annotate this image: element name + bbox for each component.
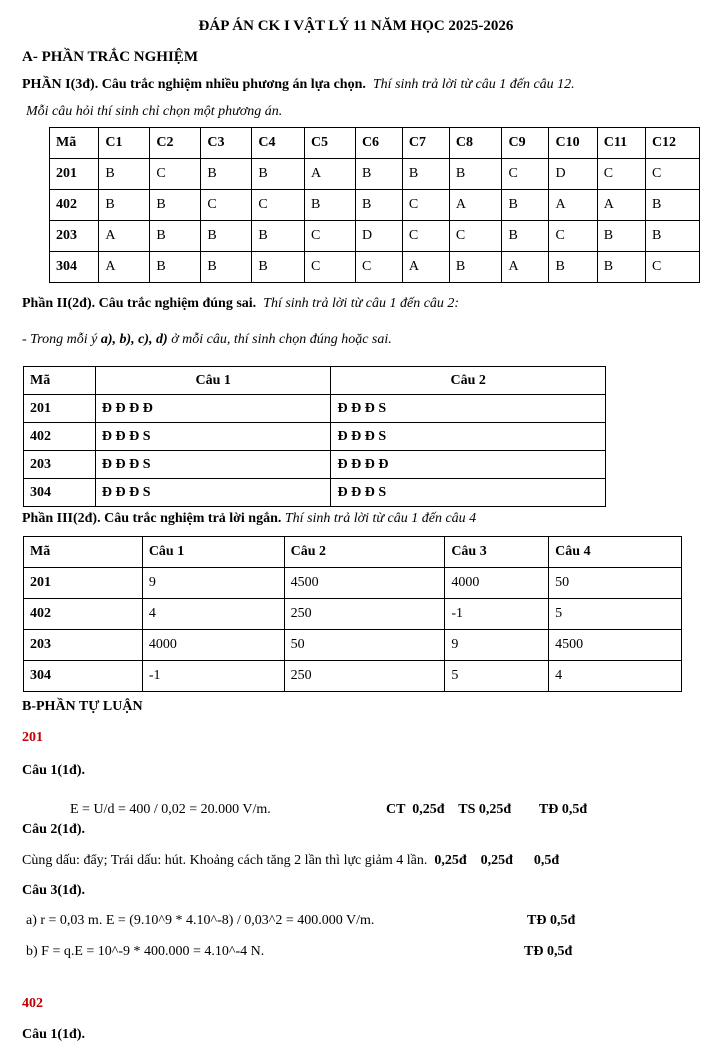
exam-code-cell: 203: [50, 221, 99, 252]
answer-cell: 4: [142, 599, 284, 630]
table-row: [24, 599, 682, 630]
part2-note2-prefix: - Trong mỗi ý: [22, 332, 101, 347]
table-row: [24, 451, 606, 479]
part2-heading-line: [22, 296, 459, 312]
exam-code-cell: 201: [24, 568, 143, 599]
answer-cell: A: [99, 252, 150, 283]
table-row: [24, 395, 606, 423]
q3-part-a: a) r = 0,03 m. E = (9.10^9 * 4.10^-8) / 0,03^2 = 400.000 V/m.: [26, 913, 375, 928]
answer-cell: 50: [284, 630, 445, 661]
q2-score: 0,25đ 0,25đ 0,5đ: [434, 853, 560, 868]
q3-part-b: b) F = q.E = 10^-9 * 400.000 = 4.10^-4 N.: [26, 944, 265, 959]
answer-cell: 4500: [549, 630, 682, 661]
table-row: [24, 661, 682, 692]
part3-heading-line: [22, 511, 476, 527]
q1-formula: E = U/d = 400 / 0,02 = 20.000 V/m.: [70, 802, 271, 817]
answer-cell: 4500: [284, 568, 445, 599]
answer-cell: B: [645, 221, 699, 252]
part3-note: Thí sinh trả lời từ câu 1 đến câu 4: [284, 511, 477, 526]
table-header-cell: Mã: [24, 537, 143, 568]
exam-code-cell: 203: [24, 451, 96, 479]
part2-note2-bold: a), b), c), d): [100, 332, 168, 347]
q1-title: Câu 1(1đ).: [22, 763, 86, 778]
answer-cell: 9: [142, 568, 284, 599]
exam-code-cell: 203: [24, 630, 143, 661]
table-header-cell: Câu 1: [142, 537, 284, 568]
part2-note2-suffix: ở mỗi câu, thí sinh chọn đúng hoặc sai.: [167, 332, 392, 347]
answer-cell: A: [597, 190, 645, 221]
part2-table: [23, 366, 606, 507]
table-row: [50, 221, 700, 252]
answer-cell: Đ Đ Đ S: [331, 395, 606, 423]
exam-code-cell: 304: [24, 661, 143, 692]
answer-cell: A: [549, 190, 597, 221]
answer-cell: C: [252, 190, 305, 221]
exam-code-cell: 402: [24, 423, 96, 451]
answer-cell: B: [252, 252, 305, 283]
answer-cell: B: [201, 221, 252, 252]
q3-part-b-score: TĐ 0,5đ: [524, 944, 573, 959]
table-row: [50, 252, 700, 283]
part2-note: Thí sinh trả lời từ câu 1 đến câu 2:: [263, 296, 460, 311]
page-title: ĐÁP ÁN CK I VẬT LÝ 11 NĂM HỌC 2025-2026: [198, 18, 514, 34]
section-b-heading: B-PHẦN TỰ LUẬN: [22, 699, 143, 714]
part2-note2: [22, 332, 392, 348]
table-row: [24, 630, 682, 661]
answer-cell: C: [304, 252, 355, 283]
table-row: [50, 159, 700, 190]
answer-cell: Đ Đ Đ S: [95, 479, 331, 507]
answer-cell: A: [502, 252, 549, 283]
answer-cell: B: [201, 159, 252, 190]
answer-cell: A: [402, 252, 449, 283]
answer-cell: B: [252, 159, 305, 190]
answer-cell: Đ Đ Đ S: [95, 451, 331, 479]
answer-cell: B: [549, 252, 597, 283]
answer-cell: B: [252, 221, 305, 252]
table-header-cell: Câu 1: [95, 367, 331, 395]
answer-cell: B: [597, 221, 645, 252]
answer-cell: B: [502, 190, 549, 221]
answer-cell: B: [201, 252, 252, 283]
section-a-heading: A- PHẦN TRẮC NGHIỆM: [22, 49, 198, 65]
q2-text: [22, 853, 559, 869]
part1-table: [49, 127, 700, 283]
table-header-cell: C12: [645, 128, 699, 159]
answer-cell: D: [549, 159, 597, 190]
table-header-cell: C11: [597, 128, 645, 159]
answer-cell: C: [549, 221, 597, 252]
answer-cell: 5: [549, 599, 682, 630]
answer-cell: 9: [445, 630, 549, 661]
answer-cell: B: [449, 159, 502, 190]
table-header-cell: Câu 2: [331, 367, 606, 395]
code-402: 402: [22, 996, 43, 1011]
answer-cell: B: [402, 159, 449, 190]
answer-cell: B: [597, 252, 645, 283]
answer-cell: C: [304, 221, 355, 252]
table-header-cell: C2: [150, 128, 201, 159]
answer-cell: C: [502, 159, 549, 190]
answer-cell: Đ Đ Đ Đ: [331, 451, 606, 479]
answer-cell: C: [402, 190, 449, 221]
part1-note2: Mỗi câu hỏi thí sinh chỉ chọn một phương án.: [26, 104, 283, 119]
part3-heading: Phần III(2đ). Câu trắc nghiệm trả lời ngắn.: [22, 511, 282, 526]
table-row: [50, 190, 700, 221]
answer-cell: 50: [549, 568, 682, 599]
table-row: [24, 479, 606, 507]
answer-cell: B: [645, 190, 699, 221]
q3-part-a-score: TĐ 0,5đ: [527, 913, 576, 928]
table-header-cell: C9: [502, 128, 549, 159]
answer-cell: B: [150, 252, 201, 283]
answer-cell: C: [150, 159, 201, 190]
q3-title: Câu 3(1đ).: [22, 883, 86, 898]
exam-code-cell: 201: [24, 395, 96, 423]
table-header-cell: Mã: [50, 128, 99, 159]
answer-cell: -1: [445, 599, 549, 630]
answer-cell: B: [355, 159, 402, 190]
answer-cell: B: [150, 190, 201, 221]
part1-heading: PHẦN I(3đ). Câu trắc nghiệm nhiều phương án lựa chọn.: [22, 77, 366, 92]
table-header-cell: C7: [402, 128, 449, 159]
table-header-cell: C5: [304, 128, 355, 159]
answer-cell: 250: [284, 599, 445, 630]
answer-cell: A: [449, 190, 502, 221]
answer-cell: Đ Đ Đ S: [331, 423, 606, 451]
table-row: [24, 423, 606, 451]
q2-title: Câu 2(1đ).: [22, 822, 86, 837]
answer-cell: B: [355, 190, 402, 221]
exam-code-cell: 402: [50, 190, 99, 221]
q1-score: CT 0,25đ TS 0,25đ TĐ 0,5đ: [386, 802, 588, 817]
q2-answer: Cùng dấu: đẩy; Trái dấu: hút. Khoảng cách tăng 2 lần thì lực giảm 4 lần.: [22, 853, 428, 868]
table-header-cell: C3: [201, 128, 252, 159]
answer-cell: C: [645, 252, 699, 283]
answer-cell: Đ Đ Đ Đ: [95, 395, 331, 423]
table-header-cell: Mã: [24, 367, 96, 395]
answer-cell: B: [99, 190, 150, 221]
q1-402-title: Câu 1(1đ).: [22, 1027, 86, 1042]
answer-cell: 5: [445, 661, 549, 692]
answer-cell: B: [502, 221, 549, 252]
answer-cell: B: [99, 159, 150, 190]
table-row: [24, 568, 682, 599]
table-header-cell: C8: [449, 128, 502, 159]
part2-heading: Phần II(2đ). Câu trắc nghiệm đúng sai.: [22, 296, 257, 311]
table-header-cell: Câu 2: [284, 537, 445, 568]
code-201: 201: [22, 730, 43, 745]
answer-cell: 4000: [142, 630, 284, 661]
answer-cell: A: [99, 221, 150, 252]
table-header-cell: C1: [99, 128, 150, 159]
table-header-cell: Câu 4: [549, 537, 682, 568]
exam-code-cell: 304: [50, 252, 99, 283]
answer-cell: C: [402, 221, 449, 252]
answer-cell: C: [201, 190, 252, 221]
exam-code-cell: 304: [24, 479, 96, 507]
answer-cell: C: [597, 159, 645, 190]
part1-note: Thí sinh trả lời từ câu 1 đến câu 12.: [372, 77, 575, 92]
table-header-cell: C6: [355, 128, 402, 159]
exam-code-cell: 402: [24, 599, 143, 630]
answer-cell: B: [150, 221, 201, 252]
answer-cell: -1: [142, 661, 284, 692]
answer-cell: 250: [284, 661, 445, 692]
answer-cell: D: [355, 221, 402, 252]
answer-cell: C: [355, 252, 402, 283]
answer-cell: Đ Đ Đ S: [331, 479, 606, 507]
part1-heading-line: [22, 77, 575, 93]
table-header-cell: C10: [549, 128, 597, 159]
answer-cell: B: [304, 190, 355, 221]
answer-cell: C: [645, 159, 699, 190]
exam-code-cell: 201: [50, 159, 99, 190]
table-header-cell: Câu 3: [445, 537, 549, 568]
part3-table: [23, 536, 682, 692]
answer-cell: 4000: [445, 568, 549, 599]
answer-cell: C: [449, 221, 502, 252]
answer-cell: 4: [549, 661, 682, 692]
answer-cell: B: [449, 252, 502, 283]
answer-cell: A: [304, 159, 355, 190]
table-header-cell: C4: [252, 128, 305, 159]
answer-cell: Đ Đ Đ S: [95, 423, 331, 451]
